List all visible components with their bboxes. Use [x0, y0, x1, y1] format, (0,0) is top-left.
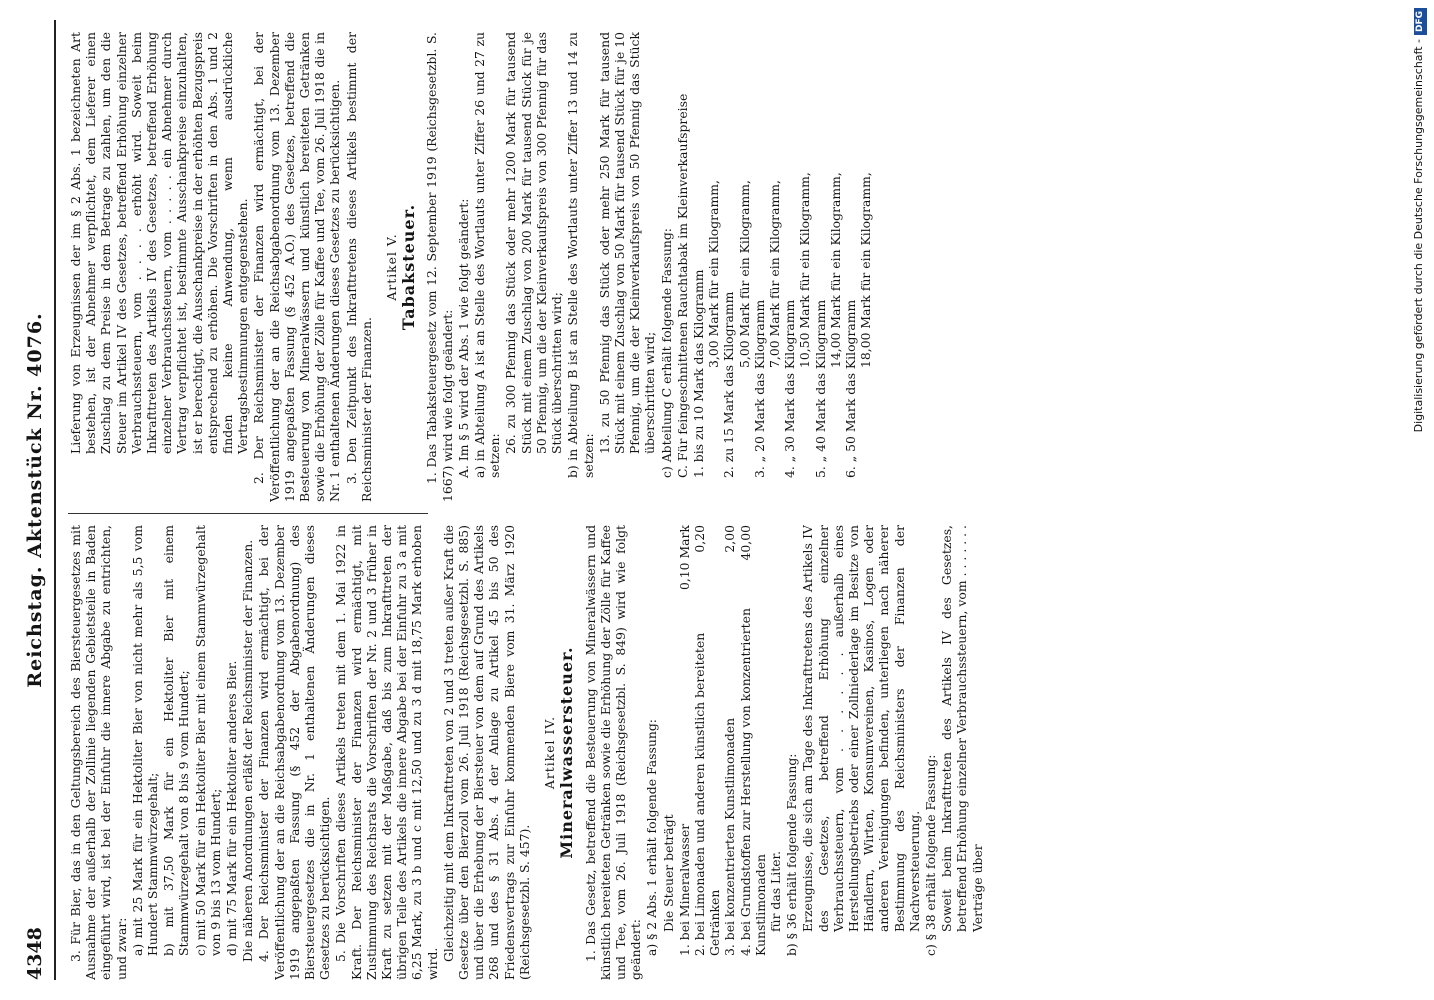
- tobacco-label: 2. zu 15 Mark das Kilogramm: [721, 291, 737, 478]
- page-title: Reichstag. Aktenstück Nr. 4076.: [24, 312, 46, 688]
- rate-row: [692, 525, 722, 980]
- list-item: b) mit 37,50 Mark für ein Hektoliter Bier mit einem Stammwürzegehalt von 8 bis 9 vom Hundert;: [161, 525, 192, 956]
- list-item: a) in Abteilung A ist an Stelle des Wortlauts unter Ziffer 26 und 27 zu setzen:: [472, 32, 503, 478]
- paragraph: Die näheren Anordnungen erläßt der Reichsminister der Finanzen.: [240, 539, 256, 962]
- paragraph: 13. zu 50 Pfennig das Stück oder mehr 250 Mark für tausend Stück mit einem Zuschlag von 50 Mark für tausend Stück für je 10 Pfennig, um die der Kleinverkaufspreis von 50 Pfennig das Stück überschritten wird;: [596, 32, 658, 454]
- rotated-sheet: [24, 20, 1404, 980]
- funding-note-text: [1408, 8, 1430, 988]
- paragraph: 2. Der Reichsminister der Finanzen wird ermächtigt, bei der Veröffentlichung der an die Reichsabgabenordnung vom 13. Dezember 1919 angepaßten Fassung (§ 452 A.O.) des Gesetzes, betreffend die Besteuerung von Mineralwässern und künstlich bereiteten Getränken sowie die Erhöhung der Zölle für Kaffee und Tee, vom 26. Juli 1918 die in Nr. 1 enthaltenen Änderungen dieses Gesetzes zu berücksichtigen.: [251, 32, 343, 502]
- rate-value: 0,10 Mark: [676, 525, 692, 591]
- rate-value: 40,00: [737, 525, 753, 561]
- list-item: C. Für feingeschnittenen Rauchtabak im Kleinverkaufspreise: [674, 93, 690, 478]
- column-divider: [68, 513, 428, 514]
- list-item: b) in Abteilung B ist an Stelle des Wortlauts unter Ziffer 13 und 14 zu setzen:: [565, 32, 596, 478]
- paragraph: 3. Den Zeitpunkt des Inkrafttretens dieses Artikels bestimmt der Reichsminister der Finanzen.: [343, 32, 374, 502]
- list-item: d) mit 75 Mark für ein Hektoliter anderes Bier.: [224, 660, 240, 956]
- tobacco-row: [721, 32, 751, 502]
- page-header: [24, 20, 56, 980]
- tobacco-price: 7,00 Mark für ein Kilogramm,: [766, 180, 782, 368]
- rate-table: [677, 525, 768, 980]
- dfg-logo: DFG: [1414, 8, 1427, 35]
- article-heading: Mineralwassersteuer.: [557, 646, 577, 859]
- page-number: 4348: [24, 927, 46, 980]
- paragraph: 3. Für Bier, das in den Geltungsbereich des Biersteuergesetzes mit Ausnahme der außerhalb der Zollinie liegenden Gebietsteile in Baden eingeführt wird, ist bei der Einfuhr die innere Abgabe zu entrichten, und zwar:: [68, 525, 129, 980]
- funding-note: [1408, 8, 1430, 988]
- tobacco-row: [843, 32, 873, 502]
- tobacco-label: 6. „ 50 Mark das Kilogramm: [842, 299, 858, 478]
- tobacco-label: 1. bis zu 10 Mark das Kilogramm: [690, 269, 706, 478]
- paragraph: Die Steuer beträgt: [660, 814, 676, 932]
- right-column: [68, 32, 1408, 502]
- paragraph: 26. zu 300 Pfennig das Stück oder mehr 1200 Mark für tausend Stück mit einem Zuschlag von 200 Mark für tausend Stück für je 50 Pfennig, um die der Kleinverkaufspreis von 300 Pfennig für das Stück überschritten wird;: [503, 32, 565, 454]
- article-heading: Tabaksteuer.: [399, 203, 419, 331]
- list-item: a) § 2 Abs. 1 erhält folgende Fassung:: [644, 719, 660, 956]
- tobacco-label: 5. „ 40 Mark das Kilogramm: [812, 299, 828, 478]
- paragraph: Gleichzeitig mit dem Inkrafttreten von 2 und 3 treten außer Kraft die Gesetze über den Bierzoll vom 26. Juli 1918 (Reichsgesetzbl. S. 885) und über die Erhebung der Biersteuer von dem auf Grund des Artikels 268 und des § 31 Abs. 4 der Anlage zu Artikel 45 bis 50 des Friedensvertrags zur Einfuhr kommenden Biere vom 31. März 1920 (Reichsgesetzbl. S. 457).: [440, 525, 532, 980]
- left-column: [68, 525, 1408, 980]
- tobacco-row: [813, 32, 843, 502]
- tobacco-label: 4. „ 30 Mark das Kilogramm: [782, 299, 798, 478]
- tobacco-price: 10,50 Mark für ein Kilogramm,: [797, 172, 813, 368]
- list-item: b) § 36 erhält folgende Fassung:: [784, 753, 800, 956]
- paragraph: Erzeugnisse, die sich am Tage des Inkrafttretens des Artikels IV des Gesetzes, betreffend Erhöhung einzelner Verbrauchssteuern, vom . . . . . . außerhalb eines Herstellungsbetriebs oder einer Zollniederlage im Besitze von Händlern, Wirten, Konsumvereinen, Kasinos, Logen oder anderen Vereinigungen befinden, unterliegen nach näherer Bestimmung des Reichsministers der Finanzen der Nachversteuerung.: [800, 525, 922, 932]
- tobacco-price: 14,00 Mark für ein Kilogramm,: [827, 172, 843, 368]
- paragraph: 1. Das Gesetz, betreffend die Besteuerung von Mineralwässern und künstlich bereiteten Getränken sowie die Erhöhung der Zölle für Kaffee und Tee, vom 26. Juli 1918 (Reichsgesetzbl. S. 849) wird wie folgt geändert:: [582, 525, 644, 980]
- tobacco-label: 3. „ 20 Mark das Kilogramm: [751, 299, 767, 478]
- list-item: a) mit 25 Mark für ein Hektoliter Bier von nicht mehr als 5,5 vom Hundert Stammwürzegehalt;: [129, 525, 161, 956]
- rate-row: [738, 525, 768, 980]
- tobacco-table: [691, 32, 873, 502]
- article-label: Artikel IV.: [542, 715, 558, 790]
- article-label: Artikel V.: [384, 233, 400, 301]
- rate-label: 4. bei Grundstoffen zur Herstellung von konzentrierten Kunstlimonaden: [737, 608, 768, 956]
- rate-label: 2. bei Limonaden und anderen künstlich bereiteten Getränken: [691, 632, 723, 956]
- rate-value: 2,00: [722, 525, 738, 553]
- paragraph: Soweit beim Inkrafttreten des Artikels IV des Gesetzes, betreffend Erhöhung einzelner Verbrauchssteuern, vom . . . . . . . Verträge über: [939, 525, 985, 932]
- list-item: c) Abteilung C erhält folgende Fassung:: [658, 228, 674, 478]
- tobacco-row: [782, 32, 812, 502]
- paragraph: 4. Der Reichsminister der Finanzen wird ermächtigt, bei der Veröffentlichung der an die Reichsabgabenordnung vom 13. Dezember 1919 angepaßten Fassung (§ 452 der Abgabenordnung) des Biersteuergesetzes die in Nr. 1 enthaltenen Änderungen dieses Gesetzes zu berücksichtigen.: [256, 525, 333, 980]
- list-item: A. Im § 5 wird der Abs. 1 wie folgt geändert:: [455, 198, 471, 478]
- paragraph: für das Liter.: [767, 850, 783, 932]
- rate-row: [677, 525, 692, 980]
- tobacco-price: 3,00 Mark für ein Kilogramm,: [706, 180, 722, 368]
- paragraph: 1. Das Tabaksteuergesetz vom 12. September 1919 (Reichsgesetzbl. S. 1667) wird wie folgt geändert:: [424, 32, 455, 502]
- tobacco-price: 5,00 Mark für ein Kilogramm,: [736, 180, 752, 368]
- funding-text: Digitalisierung gefördert durch die Deutsche Forschungsgemeinschaft -: [1412, 39, 1425, 433]
- rate-label: 3. bei konzentrierten Kunstlimonaden: [722, 717, 738, 956]
- list-item: c) § 38 erhält folgende Fassung:: [922, 754, 938, 956]
- rate-row: [722, 525, 737, 980]
- rate-label: 1. bei Mineralwasser: [676, 823, 692, 956]
- rate-value: 0,20: [691, 525, 707, 553]
- tobacco-price: 18,00 Mark für ein Kilogramm,: [858, 172, 874, 368]
- paragraph: 5. Die Vorschriften dieses Artikels treten mit dem 1. Mai 1922 in Kraft. Der Reichsminister der Finanzen wird ermächtigt, mit Zustimmung des Reichsrats die Vorschriften der Nr. 2 und 3 früher in Kraft zu setzen mit der Maßgabe, daß bis zum Inkrafttreten der übrigen Teile des Artikels die innere Abgabe bei der Einfuhr zu 3 a mit 6,25 Mark, zu 3 b und c mit 12,50 und zu 3 d mit 18,75 Mark erhoben wird.: [333, 525, 440, 980]
- tobacco-row: [691, 32, 721, 502]
- tobacco-row: [752, 32, 782, 502]
- paragraph: Lieferung von Erzeugnissen der im § 2 Abs. 1 bezeichneten Art bestehen, ist der Abnehmer verpflichtet, dem Lieferer einen Zuschlag zu dem Preise in dem Betrage zu zahlen, um den die Steuer im Artikel IV des Gesetzes, betreffend Erhöhung einzelner Verbrauchssteuern, vom . . . . erhöht wird. Soweit beim Inkrafttreten des Artikels IV des Gesetzes, betreffend Erhöhung einzelner Verbrauchssteuern, vom . . . . . ein Abnehmer durch Vertrag verpflichtet ist, bestimmte Ausschankpreise einzuhalten, ist er berechtigt, die Ausschankpreise in der erhöhten Bezugspreis entsprechend zu erhöhen. Die Vorschriften in den Abs. 1 und 2 finden keine Anwendung, wenn ausdrückliche Vertragsbestimmungen entgegenstehen.: [68, 32, 251, 454]
- list-item: c) mit 50 Mark für ein Hektoliter Bier mit einem Stammwürzegehalt von 9 bis 13 vom Hundert;: [192, 525, 223, 956]
